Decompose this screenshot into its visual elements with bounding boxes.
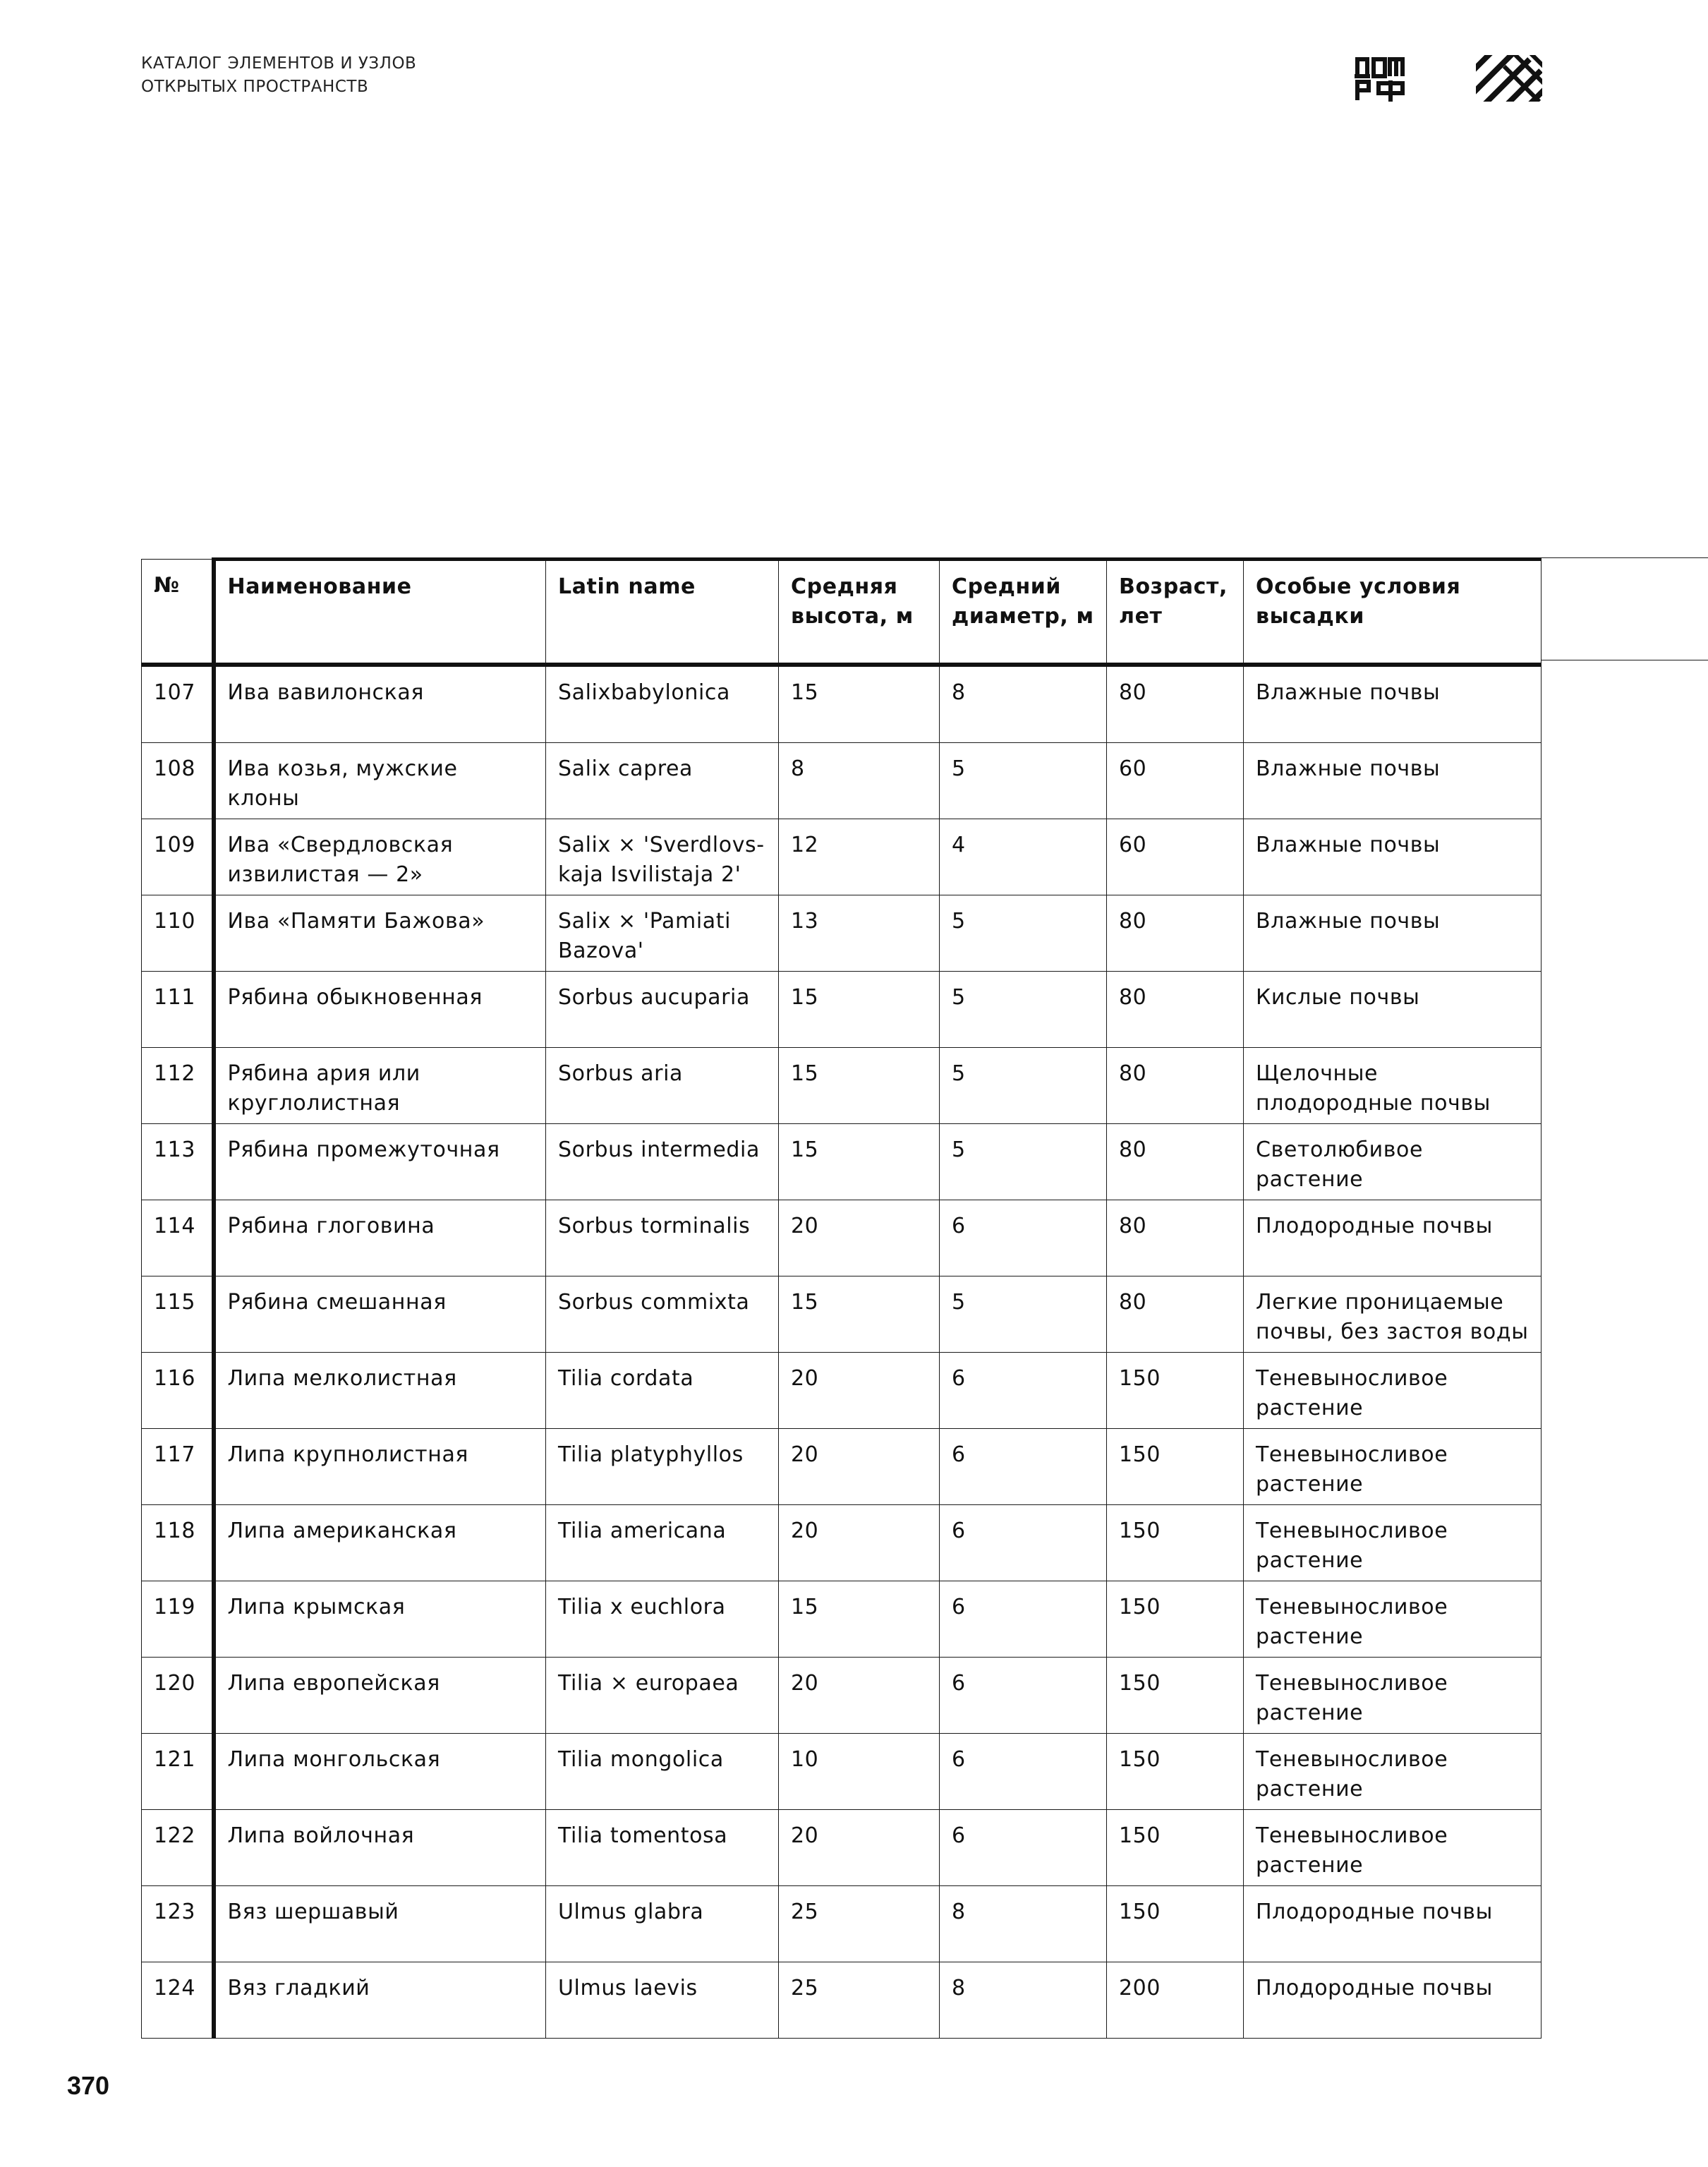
table-row	[142, 1353, 1542, 1429]
cell-diameter: 6	[940, 1200, 1107, 1276]
cell-latin: Tilia platyphyllos	[546, 1429, 779, 1505]
cell-diameter: 6	[940, 1810, 1107, 1886]
cell-num: 115	[142, 1276, 214, 1353]
cell-latin: Tilia americana	[546, 1505, 779, 1581]
cell-num: 124	[142, 1962, 214, 2039]
cell-age: 150	[1107, 1886, 1244, 1962]
cell-conditions: Теневыносливое растение	[1244, 1353, 1542, 1429]
cell-conditions: Влажные почвы	[1244, 895, 1542, 972]
table-row	[142, 1048, 1542, 1124]
tree-catalog-table	[141, 557, 1542, 2039]
cell-conditions: Теневыносливое растение	[1244, 1505, 1542, 1581]
table-row	[142, 1810, 1542, 1886]
cell-name: Ива козья, мужские клоны	[214, 743, 546, 819]
table-row	[142, 819, 1542, 895]
cell-height: 12	[779, 819, 940, 895]
cell-num: 108	[142, 743, 214, 819]
cell-age: 80	[1107, 895, 1244, 972]
cell-height: 15	[779, 665, 940, 743]
header-title-line-1: КАТАЛОГ ЭЛЕМЕНТОВ И УЗЛОВ	[141, 54, 417, 73]
cell-conditions: Теневыносливое растение	[1244, 1734, 1542, 1810]
cell-num: 118	[142, 1505, 214, 1581]
cell-age: 80	[1107, 1276, 1244, 1353]
header-diameter: Средний диаметр, м	[940, 560, 1107, 665]
cell-diameter: 8	[940, 1886, 1107, 1962]
cell-diameter: 4	[940, 819, 1107, 895]
cell-latin: Salixbabylonica	[546, 665, 779, 743]
cell-num: 117	[142, 1429, 214, 1505]
cell-age: 150	[1107, 1353, 1244, 1429]
cell-diameter: 5	[940, 895, 1107, 972]
cell-height: 20	[779, 1200, 940, 1276]
cell-latin: Tilia cordata	[546, 1353, 779, 1429]
cell-diameter: 8	[940, 1962, 1107, 2039]
table-row	[142, 1734, 1542, 1810]
header-num: №	[142, 560, 214, 665]
cell-conditions: Легкие проницаемые почвы, без застоя воды	[1244, 1276, 1542, 1353]
cell-latin: Ulmus glabra	[546, 1886, 779, 1962]
cell-height: 25	[779, 1886, 940, 1962]
cell-diameter: 6	[940, 1581, 1107, 1658]
cell-num: 111	[142, 972, 214, 1048]
cell-name: Ива вавилонская	[214, 665, 546, 743]
cell-age: 80	[1107, 1124, 1244, 1200]
cell-diameter: 5	[940, 1048, 1107, 1124]
table-row	[142, 895, 1542, 972]
cell-latin: Salix × 'Sverdlovs-kaja Isvilistaja 2'	[546, 819, 779, 895]
cell-age: 150	[1107, 1658, 1244, 1734]
table-row	[142, 1886, 1542, 1962]
cell-name: Рябина ария или круглолистная	[214, 1048, 546, 1124]
cell-num: 123	[142, 1886, 214, 1962]
cell-num: 112	[142, 1048, 214, 1124]
cell-latin: Sorbus aria	[546, 1048, 779, 1124]
cell-height: 8	[779, 743, 940, 819]
header-conditions: Особые условия высадки	[1244, 560, 1542, 665]
cell-latin: Sorbus commixta	[546, 1276, 779, 1353]
cell-diameter: 6	[940, 1353, 1107, 1429]
table-row	[142, 1276, 1542, 1353]
table-row	[142, 743, 1542, 819]
cell-height: 15	[779, 1581, 940, 1658]
table-row	[142, 1124, 1542, 1200]
cell-conditions: Плодородные почвы	[1244, 1962, 1542, 2039]
cell-name: Липа войлочная	[214, 1810, 546, 1886]
cell-conditions: Кислые почвы	[1244, 972, 1542, 1048]
cell-diameter: 5	[940, 972, 1107, 1048]
cell-num: 109	[142, 819, 214, 895]
cell-diameter: 6	[940, 1734, 1107, 1810]
cell-height: 20	[779, 1353, 940, 1429]
cell-name: Рябина промежуточная	[214, 1124, 546, 1200]
cell-num: 116	[142, 1353, 214, 1429]
cell-name: Рябина глоговина	[214, 1200, 546, 1276]
cell-height: 20	[779, 1429, 940, 1505]
cell-name: Липа американская	[214, 1505, 546, 1581]
cell-latin: Tilia × europaea	[546, 1658, 779, 1734]
header-name: Наименование	[214, 560, 546, 665]
cell-name: Липа европейская	[214, 1658, 546, 1734]
cell-height: 15	[779, 1048, 940, 1124]
cell-height: 25	[779, 1962, 940, 2039]
header-latin: Latin name	[546, 560, 779, 665]
cell-diameter: 6	[940, 1658, 1107, 1734]
cell-name: Липа крымская	[214, 1581, 546, 1658]
cell-conditions: Теневыносливое растение	[1244, 1429, 1542, 1505]
dom-rf-logo	[1355, 55, 1405, 103]
table-row	[142, 1962, 1542, 2039]
cell-latin: Tilia mongolica	[546, 1734, 779, 1810]
cell-num: 122	[142, 1810, 214, 1886]
cell-height: 13	[779, 895, 940, 972]
header-age: Возраст, лет	[1107, 560, 1244, 665]
header-title-line-2: ОТКРЫТЫХ ПРОСТРАНСТВ	[141, 78, 369, 96]
cell-name: Ива «Свердловская извилистая — 2»	[214, 819, 546, 895]
table-row	[142, 665, 1542, 743]
cell-num: 121	[142, 1734, 214, 1810]
cell-conditions: Влажные почвы	[1244, 819, 1542, 895]
cell-latin: Sorbus torminalis	[546, 1200, 779, 1276]
cell-conditions: Плодородные почвы	[1244, 1886, 1542, 1962]
cell-diameter: 6	[940, 1429, 1107, 1505]
cell-age: 60	[1107, 819, 1244, 895]
cell-latin: Salix caprea	[546, 743, 779, 819]
cell-height: 15	[779, 1124, 940, 1200]
cell-conditions: Влажные почвы	[1244, 665, 1542, 743]
page-number: 370	[67, 2071, 110, 2100]
cell-age: 80	[1107, 1200, 1244, 1276]
cell-name: Вяз шершавый	[214, 1886, 546, 1962]
cell-diameter: 5	[940, 1276, 1107, 1353]
catalog-header-title	[141, 52, 416, 99]
cell-diameter: 6	[940, 1505, 1107, 1581]
cell-age: 150	[1107, 1429, 1244, 1505]
cell-conditions: Светолюбивое растение	[1244, 1124, 1542, 1200]
cell-name: Ива «Памяти Бажова»	[214, 895, 546, 972]
cell-age: 80	[1107, 1048, 1244, 1124]
cell-age: 80	[1107, 665, 1244, 743]
table-row	[142, 1658, 1542, 1734]
cell-name: Рябина обыкновенная	[214, 972, 546, 1048]
cell-name: Липа крупнолистная	[214, 1429, 546, 1505]
cell-diameter: 5	[940, 1124, 1107, 1200]
cell-age: 150	[1107, 1505, 1244, 1581]
cell-conditions: Теневыносливое растение	[1244, 1810, 1542, 1886]
cell-height: 15	[779, 1276, 940, 1353]
cell-num: 107	[142, 665, 214, 743]
cell-height: 20	[779, 1810, 940, 1886]
cell-diameter: 8	[940, 665, 1107, 743]
table-header-row	[142, 560, 1542, 665]
table-extension-line-top	[1541, 557, 1708, 558]
cell-age: 150	[1107, 1810, 1244, 1886]
cell-num: 110	[142, 895, 214, 972]
cell-num: 113	[142, 1124, 214, 1200]
table-row	[142, 1429, 1542, 1505]
cell-name: Вяз гладкий	[214, 1962, 546, 2039]
cell-num: 114	[142, 1200, 214, 1276]
cell-conditions: Плодородные почвы	[1244, 1200, 1542, 1276]
cell-height: 20	[779, 1658, 940, 1734]
cell-latin: Sorbus intermedia	[546, 1124, 779, 1200]
cell-num: 120	[142, 1658, 214, 1734]
cell-height: 10	[779, 1734, 940, 1810]
table-row	[142, 1505, 1542, 1581]
cell-latin: Sorbus aucuparia	[546, 972, 779, 1048]
cell-age: 80	[1107, 972, 1244, 1048]
stripe-pattern-logo	[1476, 55, 1542, 102]
cell-diameter: 5	[940, 743, 1107, 819]
cell-age: 150	[1107, 1581, 1244, 1658]
cell-conditions: Теневыносливое растение	[1244, 1658, 1542, 1734]
cell-conditions: Щелочные плодородные почвы	[1244, 1048, 1542, 1124]
cell-name: Липа монгольская	[214, 1734, 546, 1810]
table-row	[142, 972, 1542, 1048]
cell-latin: Salix × 'Pamiati Bazova'	[546, 895, 779, 972]
cell-conditions: Теневыносливое растение	[1244, 1581, 1542, 1658]
cell-latin: Tilia tomentosa	[546, 1810, 779, 1886]
cell-name: Рябина смешанная	[214, 1276, 546, 1353]
cell-age: 150	[1107, 1734, 1244, 1810]
cell-name: Липа мелколистная	[214, 1353, 546, 1429]
cell-conditions: Влажные почвы	[1244, 743, 1542, 819]
table-row	[142, 1581, 1542, 1658]
cell-latin: Tilia x euchlora	[546, 1581, 779, 1658]
cell-height: 20	[779, 1505, 940, 1581]
cell-height: 15	[779, 972, 940, 1048]
cell-num: 119	[142, 1581, 214, 1658]
cell-age: 60	[1107, 743, 1244, 819]
cell-age: 200	[1107, 1962, 1244, 2039]
table-row	[142, 1200, 1542, 1276]
cell-latin: Ulmus laevis	[546, 1962, 779, 2039]
header-height: Средняя высота, м	[779, 560, 940, 665]
